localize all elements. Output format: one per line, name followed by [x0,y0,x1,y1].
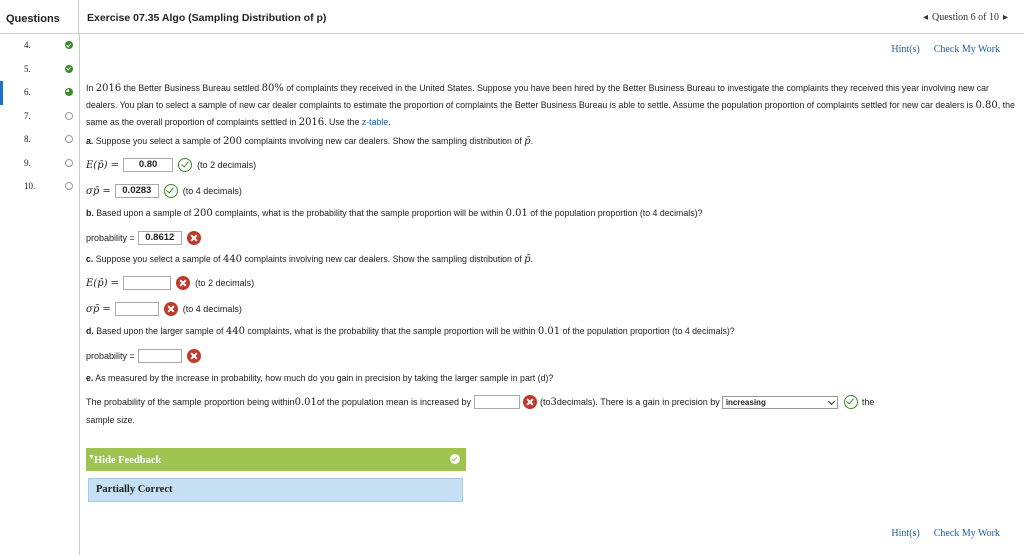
part-e-question: e. As measured by the increase in probability, how much do you gain in precision by taking the larger sample in part (d)? [86,373,554,383]
sidebar-item-9[interactable] [0,152,79,176]
precision-gain-input[interactable] [474,395,520,409]
sidebar-item-4[interactable] [0,34,79,58]
sidebar-item-8[interactable] [0,128,79,152]
prev-question-icon[interactable]: ◂ [922,12,929,23]
part-a-question: a. Suppose you select a sample of 200 complaints involving new car dealers. Show the sampling distribution of p̄. [86,136,534,147]
feedback-toggle-label: Hide Feedback [94,455,162,466]
part-a-stderr-row: σp̄ = 0.0283 (to 4 decimals) [86,185,242,197]
sidebar-item-label: 10. [24,181,36,191]
partial-status-icon [65,88,73,96]
complete-status-icon [65,65,73,73]
sidebar-item-5[interactable] [0,58,79,82]
part-e-answer-row: The probability of the sample proportion being within 0.01 of the population mean is increased by (to 3 decimals). There is a gain in precision by increasing the [86,396,875,408]
std-error-input-c[interactable] [115,302,159,316]
precision-direction-select[interactable] [722,396,838,409]
next-question-icon[interactable]: ▸ [1002,12,1008,23]
part-b-prob-row [86,229,206,247]
hide-feedback-toggle[interactable] [86,448,466,471]
part-d-prob-row [86,347,206,365]
probability-label: probability = [86,233,135,243]
question-navigator [921,12,1010,23]
incorrect-x-icon [523,395,537,409]
expected-value-label: E(p̄) = [86,159,120,171]
empty-status-icon [65,112,73,120]
expected-value-input-c[interactable] [123,276,171,290]
incorrect-x-icon [176,276,190,290]
expected-value-label: E(p̄) = [86,277,120,289]
probability-input-d[interactable] [138,349,182,363]
empty-status-icon [65,182,73,190]
problem-statement: In 2016 the Better Business Bureau settled 80% of complaints they received in the United States. Suppose you have been hired by the Better Business Bureau to investigate the complaints they received this year involving new car dealers. You plan to select a sample of new car dealer complaints to estimate the proportion of complaints the Better Business Bureau is able to settle. Assume the population proportion of complaints settled for new car dealers is 0.80, the same as the overall proportion of complaints settled in 2016. Use the z-table. [86,83,1015,128]
hint-toolbar-top [877,44,1000,55]
part-a-expected-row: E(p̄) = 0.80 (to 2 decimals) [86,159,257,171]
part-d-question: d. Based upon the larger sample of 440 complaints, what is the probability that the sample proportion will be within 0.01 of the population proportion (to 4 decimals)? [86,326,735,337]
sidebar-item-label: 7. [24,110,31,121]
correct-check-icon [164,184,178,198]
question-counter: Question 6 of 10 [932,12,999,23]
feedback-check-icon [450,454,460,464]
feedback-result: Partially Correct [88,478,463,502]
probability-input-b[interactable]: 0.8612 [138,231,182,245]
part-b-question: b. Based upon a sample of 200 complaints, what is the probability that the sample proportion will be within 0.01 of the population proportion (to 4 decimals)? [86,208,703,219]
part-c-expected-row: E(p̄) = (to 2 decimals) [86,277,255,289]
sidebar-item-6[interactable] [0,81,79,105]
empty-status-icon [65,159,73,167]
incorrect-x-icon [187,349,201,363]
probability-label: probability = [86,351,135,361]
hint-link[interactable]: Hint(s) [891,44,920,55]
check-my-work-link[interactable]: Check My Work [933,44,1000,55]
select-value: increasing [725,397,766,407]
z-table-link[interactable]: z-table [361,117,389,127]
part-c-stderr-row: σp̄ = (to 4 decimals) [86,303,242,315]
sidebar-item-label: 6. [24,87,31,97]
std-error-label: σp̄ = [86,185,111,197]
hint-toolbar-bottom [877,528,1000,539]
sidebar-item-label: 4. [24,40,31,50]
std-error-label: σp̄ = [86,303,111,315]
sidebar-item-label: 8. [24,134,31,144]
question-sidebar [0,34,80,555]
collapse-triangle-icon: ▼ [88,453,95,461]
complete-status-icon [65,41,73,49]
questions-header: Questions [0,0,79,33]
empty-status-icon [65,135,73,143]
expected-value-input-a[interactable]: 0.80 [123,158,173,172]
sidebar-item-label: 5. [24,63,31,74]
sidebar-item-label: 9. [24,157,31,168]
top-bar [0,0,1024,34]
incorrect-x-icon [187,231,201,245]
question-panel [80,34,1024,555]
sidebar-item-10[interactable] [0,175,79,199]
std-error-input-a[interactable]: 0.0283 [115,184,159,198]
sidebar-item-7[interactable] [0,105,79,129]
part-c-question: c. Suppose you select a sample of 440 complaints involving new car dealers. Show the sampling distribution of p̄. [86,254,534,265]
exercise-title: Exercise 07.35 Algo (Sampling Distribution of p) [87,12,327,24]
incorrect-x-icon [164,302,178,316]
check-my-work-link[interactable]: Check My Work [933,528,1000,539]
part-e-continuation: sample size. [86,415,135,425]
correct-check-icon [844,395,858,409]
correct-check-icon [178,158,192,172]
chevron-down-icon [828,397,835,404]
hint-link[interactable]: Hint(s) [891,528,920,539]
